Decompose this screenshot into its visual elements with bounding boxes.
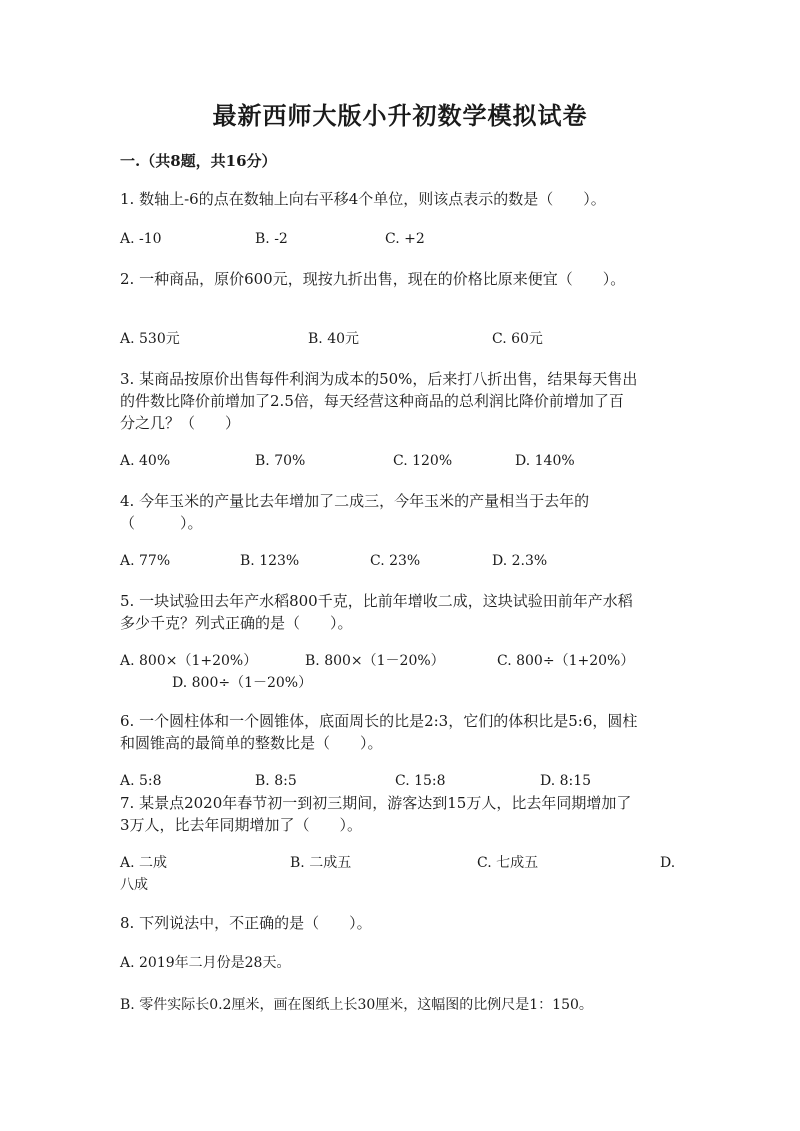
q4-option-c: C. 23% bbox=[370, 553, 421, 569]
q3-option-b: B. 70% bbox=[255, 453, 306, 469]
question-1-text: 1. 数轴上-6的点在数轴上向右平移4个单位，则该点表示的数是（ ）。 bbox=[120, 190, 606, 208]
question-3-text-line1: 3. 某商品按原价出售每件利润为成本的50%，后来打八折出售，结果每天售出 bbox=[120, 370, 638, 388]
q4-option-b: B. 123% bbox=[240, 553, 300, 569]
question-5-text-line2: 多少千克？列式正确的是（ ）。 bbox=[120, 614, 353, 632]
q3-option-a: A. 40% bbox=[120, 453, 171, 469]
q5-option-c: C. 800÷（1+20%） bbox=[497, 653, 635, 669]
q5-option-a: A. 800×（1+20%） bbox=[120, 653, 258, 669]
q6-option-d: D. 8:15 bbox=[540, 773, 592, 789]
q5-option-d: D. 800÷（1－20%） bbox=[172, 675, 313, 691]
q1-option-a: A. -10 bbox=[120, 231, 162, 247]
question-8-text: 8. 下列说法中，不正确的是（ ）。 bbox=[120, 914, 372, 932]
question-6-text-line2: 和圆锥高的最简单的整数比是（ ）。 bbox=[120, 734, 383, 752]
q6-option-c: C. 15:8 bbox=[395, 773, 446, 789]
q6-option-b: B. 8:5 bbox=[255, 773, 297, 789]
question-4-text-line1: 4. 今年玉米的产量比去年增加了二成三，今年玉米的产量相当于去年的 bbox=[120, 492, 590, 510]
q1-option-c: C. +2 bbox=[385, 231, 425, 247]
question-5-text-line1: 5. 一块试验田去年产水稻800千克，比前年增收二成，这块试验田前年产水稻 bbox=[120, 592, 633, 610]
q7-option-c: C. 七成五 bbox=[477, 855, 539, 871]
q7-option-d-text: 八成 bbox=[120, 877, 148, 893]
section-heading: 一.（共8题，共16分） bbox=[120, 152, 277, 170]
page-title: 最新西师大版小升初数学模拟试卷 bbox=[212, 101, 588, 130]
q4-option-d: D. 2.3% bbox=[492, 553, 548, 569]
q8-option-a: A. 2019年二月份是28天。 bbox=[120, 955, 291, 971]
q3-option-c: C. 120% bbox=[393, 453, 453, 469]
question-4-text-line2: （ ）。 bbox=[120, 514, 203, 532]
q7-option-a: A. 二成 bbox=[120, 855, 168, 871]
q6-option-a: A. 5:8 bbox=[120, 773, 162, 789]
q4-option-a: A. 77% bbox=[120, 553, 171, 569]
q2-option-c: C. 60元 bbox=[492, 331, 543, 347]
q2-option-b: B. 40元 bbox=[308, 331, 360, 347]
q3-option-d: D. 140% bbox=[515, 453, 575, 469]
q7-option-d-label: D. bbox=[660, 855, 676, 871]
q8-option-b: B. 零件实际长0.2厘米，画在图纸上长30厘米，这幅图的比例尺是1：150。 bbox=[120, 997, 593, 1013]
question-2-text: 2. 一种商品，原价600元，现按九折出售，现在的价格比原来便宜（ ）。 bbox=[120, 270, 626, 288]
q5-option-b: B. 800×（1－20%） bbox=[305, 653, 445, 669]
question-3-text-line2: 的件数比降价前增加了2.5倍，每天经营这种商品的总利润比降价前增加了百 bbox=[120, 392, 624, 410]
question-7-text-line1: 7. 某景点2020年春节初一到初三期间，游客达到15万人，比去年同期增加了 bbox=[120, 794, 632, 812]
q2-option-a: A. 530元 bbox=[120, 331, 180, 347]
q7-option-b: B. 二成五 bbox=[290, 855, 352, 871]
question-6-text-line1: 6. 一个圆柱体和一个圆锥体，底面周长的比是2:3，它们的体积比是5:6，圆柱 bbox=[120, 712, 638, 730]
question-3-text-line3: 分之几？（ ） bbox=[120, 414, 241, 432]
question-7-text-line2: 3万人，比去年同期增加了（ ）。 bbox=[120, 816, 363, 834]
q1-option-b: B. -2 bbox=[255, 231, 288, 247]
